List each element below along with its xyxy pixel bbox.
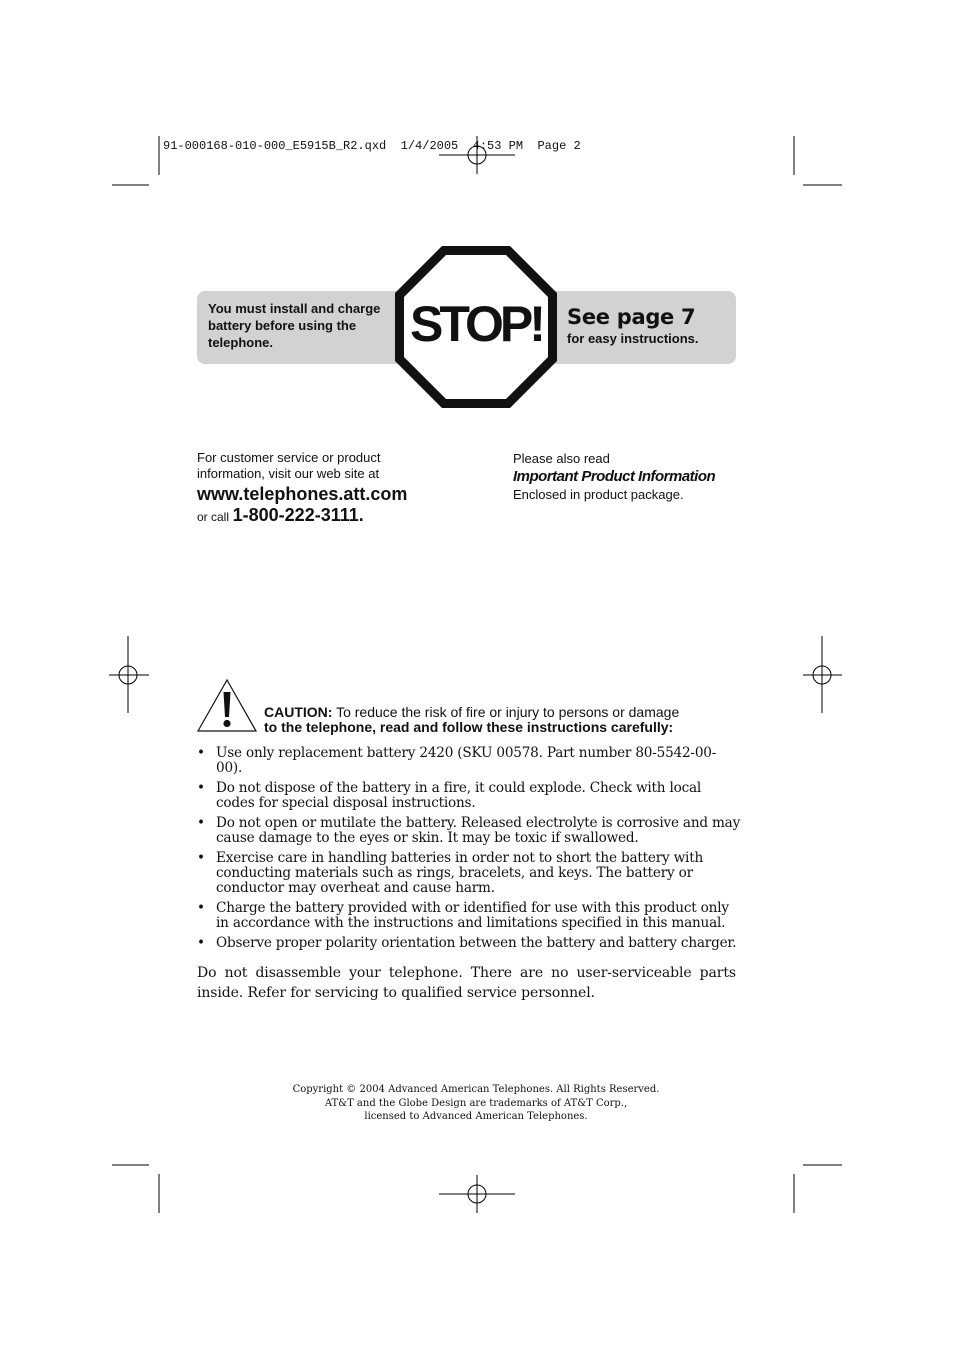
caution-line2: to the telephone, read and follow these instructions carefully: <box>264 719 674 735</box>
caution-text <box>264 705 744 735</box>
customer-service-block <box>197 450 497 525</box>
also-read-line: Please also read <box>513 451 610 466</box>
disassemble-warning: Do not disassemble your telephone. There are no user-serviceable parts inside. Refer for servicing to qualified service personnel. <box>197 965 736 1001</box>
also-read-block <box>513 450 753 503</box>
copyright-line3: licensed to Advanced American Telephones. <box>364 1111 588 1122</box>
file-slug-line: 91-000168-010-000_E5915B_R2.qxd 1/4/2005 4:53 PM Page 2 <box>163 139 581 153</box>
see-page-block <box>567 305 737 346</box>
caution-label: CAUTION: <box>264 704 333 720</box>
website-link[interactable]: www.telephones.att.com <box>197 484 408 504</box>
list-item: • Observe proper polarity orientation between the battery and battery charger. <box>197 935 737 951</box>
list-item: • Use only replacement battery 2420 (SKU 00578. Part number 80-5542-00-00). <box>197 745 717 776</box>
caution-line1: To reduce the risk of fire or injury to persons or damage <box>332 704 680 720</box>
stop-text: STOP! <box>410 296 542 352</box>
copyright-line1: Copyright © 2004 Advanced American Telephones. All Rights Reserved. <box>292 1084 660 1095</box>
install-warning-text: You must install and charge battery before using the telephone. <box>208 301 381 350</box>
important-info-title: Important Product Information <box>513 468 716 485</box>
list-item: • Charge the battery provided with or identified for use with this product only in accordance with the instructions and limitations specified in this manual. <box>197 900 729 931</box>
list-item: • Do not open or mutilate the battery. Released electrolyte is corrosive and may cause damage to the eyes or skin. It may be toxic if swallowed. <box>197 815 741 846</box>
battery-safety-list <box>197 746 742 956</box>
call-row <box>197 507 497 525</box>
service-intro-line1: For customer service or product <box>197 450 381 465</box>
or-call-label: or call <box>197 510 230 524</box>
copyright-line2: AT&T and the Globe Design are trademarks of AT&T Corp., <box>324 1097 628 1109</box>
warning-triangle-icon <box>196 678 258 734</box>
list-item: • Do not dispose of the battery in a fire, it could explode. Check with local codes for special disposal instructions. <box>197 780 702 811</box>
easy-instructions-label: for easy instructions. <box>567 331 699 346</box>
list-item: • Exercise care in handling batteries in order not to short the battery with conducting materials such as rings, bracelets, and keys. The battery or conductor may overheat and cause harm. <box>197 850 704 896</box>
see-page-label: See page 7 <box>567 305 696 329</box>
service-intro-line2: information, visit our web site at <box>197 466 380 481</box>
copyright-notice <box>250 1083 702 1124</box>
enclosed-line: Enclosed in product package. <box>513 487 684 502</box>
phone-number: 1-800-222-3111. <box>232 505 364 525</box>
